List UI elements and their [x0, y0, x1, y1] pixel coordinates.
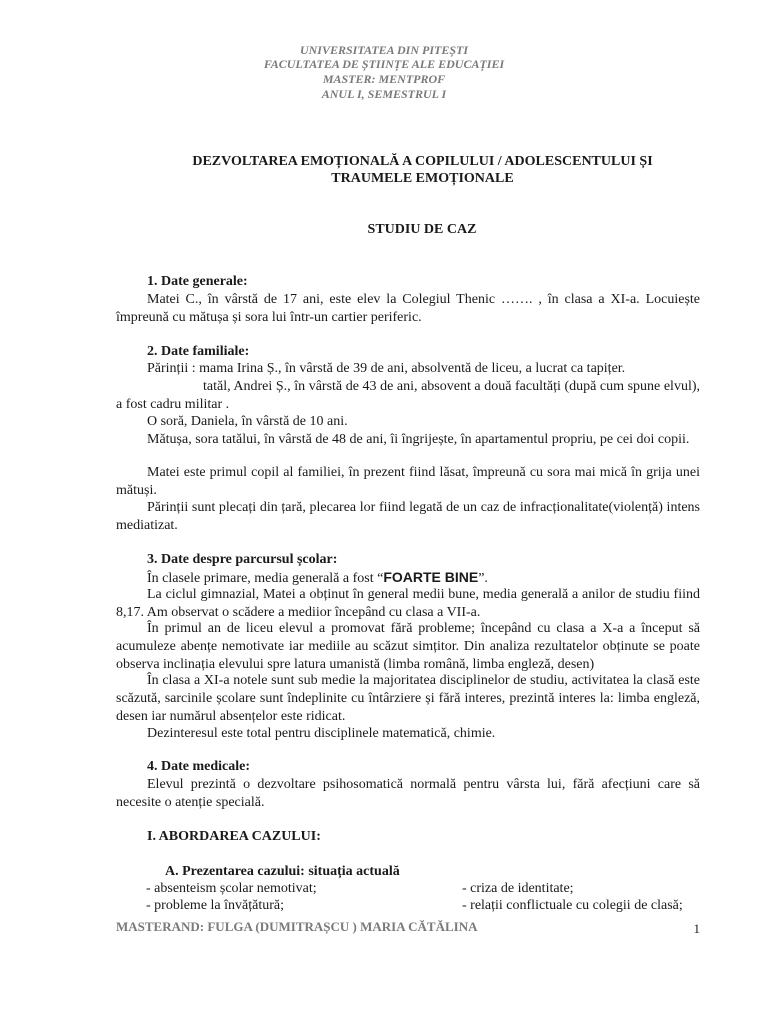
section-heading-medical: 4. Date medicale:	[147, 759, 251, 774]
grade-emphasis: FOARTE BINE	[383, 569, 479, 585]
section-heading-family: 2. Date familiale:	[147, 344, 250, 359]
faculty-name: FACULTATEA DE ȘTIINȚE ALE EDUCAȚIEI	[263, 57, 505, 71]
paragraph: tatăl, Andrei Ș., în vârstă de 43 de ani, absovent a două facultăți (după cum spune elvul), a fost cadru militar .	[116, 379, 700, 412]
document-title-line2: TRAUMELE EMOȚIONALE	[331, 171, 514, 186]
paragraph: Mătușa, sora tatălui, în vârstă de 48 de ani, îi îngrijește, în apartamentul propriu, pe cei doi copii.	[147, 432, 690, 447]
paragraph: Dezinteresul este total pentru disciplinele matematică, chimie.	[147, 726, 496, 741]
text-run: În clasele primare, media generală a fost “	[147, 571, 384, 586]
text-run: ”.	[478, 571, 488, 586]
list-item: - relații conflictuale cu colegii de clasă;	[462, 898, 683, 913]
page-footer	[116, 919, 700, 935]
section-heading-general: 1. Date generale:	[147, 274, 248, 289]
master-program: MASTER: MENTPROF	[322, 72, 446, 86]
document-subtitle: STUDIU DE CAZ	[367, 222, 477, 237]
section-heading-school: 3. Date despre parcursul școlar:	[147, 552, 338, 567]
list-item: - criza de identitate;	[462, 881, 574, 896]
paragraph	[116, 568, 700, 588]
paragraph: În clasa a XI-a notele sunt sub medie la majoritatea disciplinelor de studiu, activitatea la clasă este scăzută, sarcinile școlare sunt îndeplinite cu întârziere și fără interes, prezintă interes la: limba engleză, desen iar numărul absențelor este ridicat.	[116, 673, 700, 724]
page-number: 1	[693, 921, 700, 936]
author-name: MASTERAND: FULGA (DUMITRAȘCU ) MARIA CĂTĂLINA	[116, 919, 478, 934]
list-item: - absenteism școlar nemotivat;	[146, 881, 317, 896]
subsection-heading: A. Prezentarea cazului: situația actuală	[165, 864, 400, 879]
university-name: UNIVERSITATEA DIN PITEȘTI	[299, 43, 469, 57]
paragraph: Matei este primul copil al familiei, în prezent fiind lăsat, împreună cu sora mai mică în grija unei mătuși.	[116, 465, 700, 498]
document-title-line1: DEZVOLTAREA EMOȚIONALĂ A COPILULUI / ADOLESCENTULUI ȘI	[192, 154, 653, 169]
part-heading: I. ABORDAREA CAZULUI:	[147, 829, 321, 844]
paragraph: Părinții sunt plecați din țară, plecarea lor fiind legată de un caz de infracționalitate(violență) intens mediatizat.	[116, 500, 700, 533]
year-semester: ANUL I, SEMESTRUL I	[321, 87, 447, 101]
paragraph: Părinții : mama Irina Ș., în vârstă de 39 de ani, absolventă de liceu, a lucrat ca tapițer.	[147, 361, 626, 376]
paragraph: În primul an de liceu elevul a promovat fără probleme; începând cu clasa a X-a a început să acumuleze abențe nemotivate iar mediile au scăzut simțitor. Din analiza rezultatelor obținute se poate observa inclinația elevului spre latura umanistă (limba română, limba engleză, desen)	[116, 621, 700, 672]
list-item: - probleme la învățătură;	[146, 898, 284, 913]
paragraph: La ciclul gimnazial, Matei a obținut în general medii bune, media generală a anilor de studiu fiind 8,17. Am observat o scădere a mediior începând cu clasa a VII-a.	[116, 587, 700, 620]
paragraph: Matei C., în vârstă de 17 ani, este elev la Colegiul Thenic ……. , în clasa a XI-a. Locuiește împreună cu mătușa și sora lui într-un cartier periferic.	[116, 292, 700, 325]
paragraph: O soră, Daniela, în vârstă de 10 ani.	[147, 414, 348, 429]
paragraph: Elevul prezintă o dezvoltare psihosomatică normală pentru vârsta lui, fără afecțiuni care să necesite o atenție specială.	[116, 777, 700, 810]
